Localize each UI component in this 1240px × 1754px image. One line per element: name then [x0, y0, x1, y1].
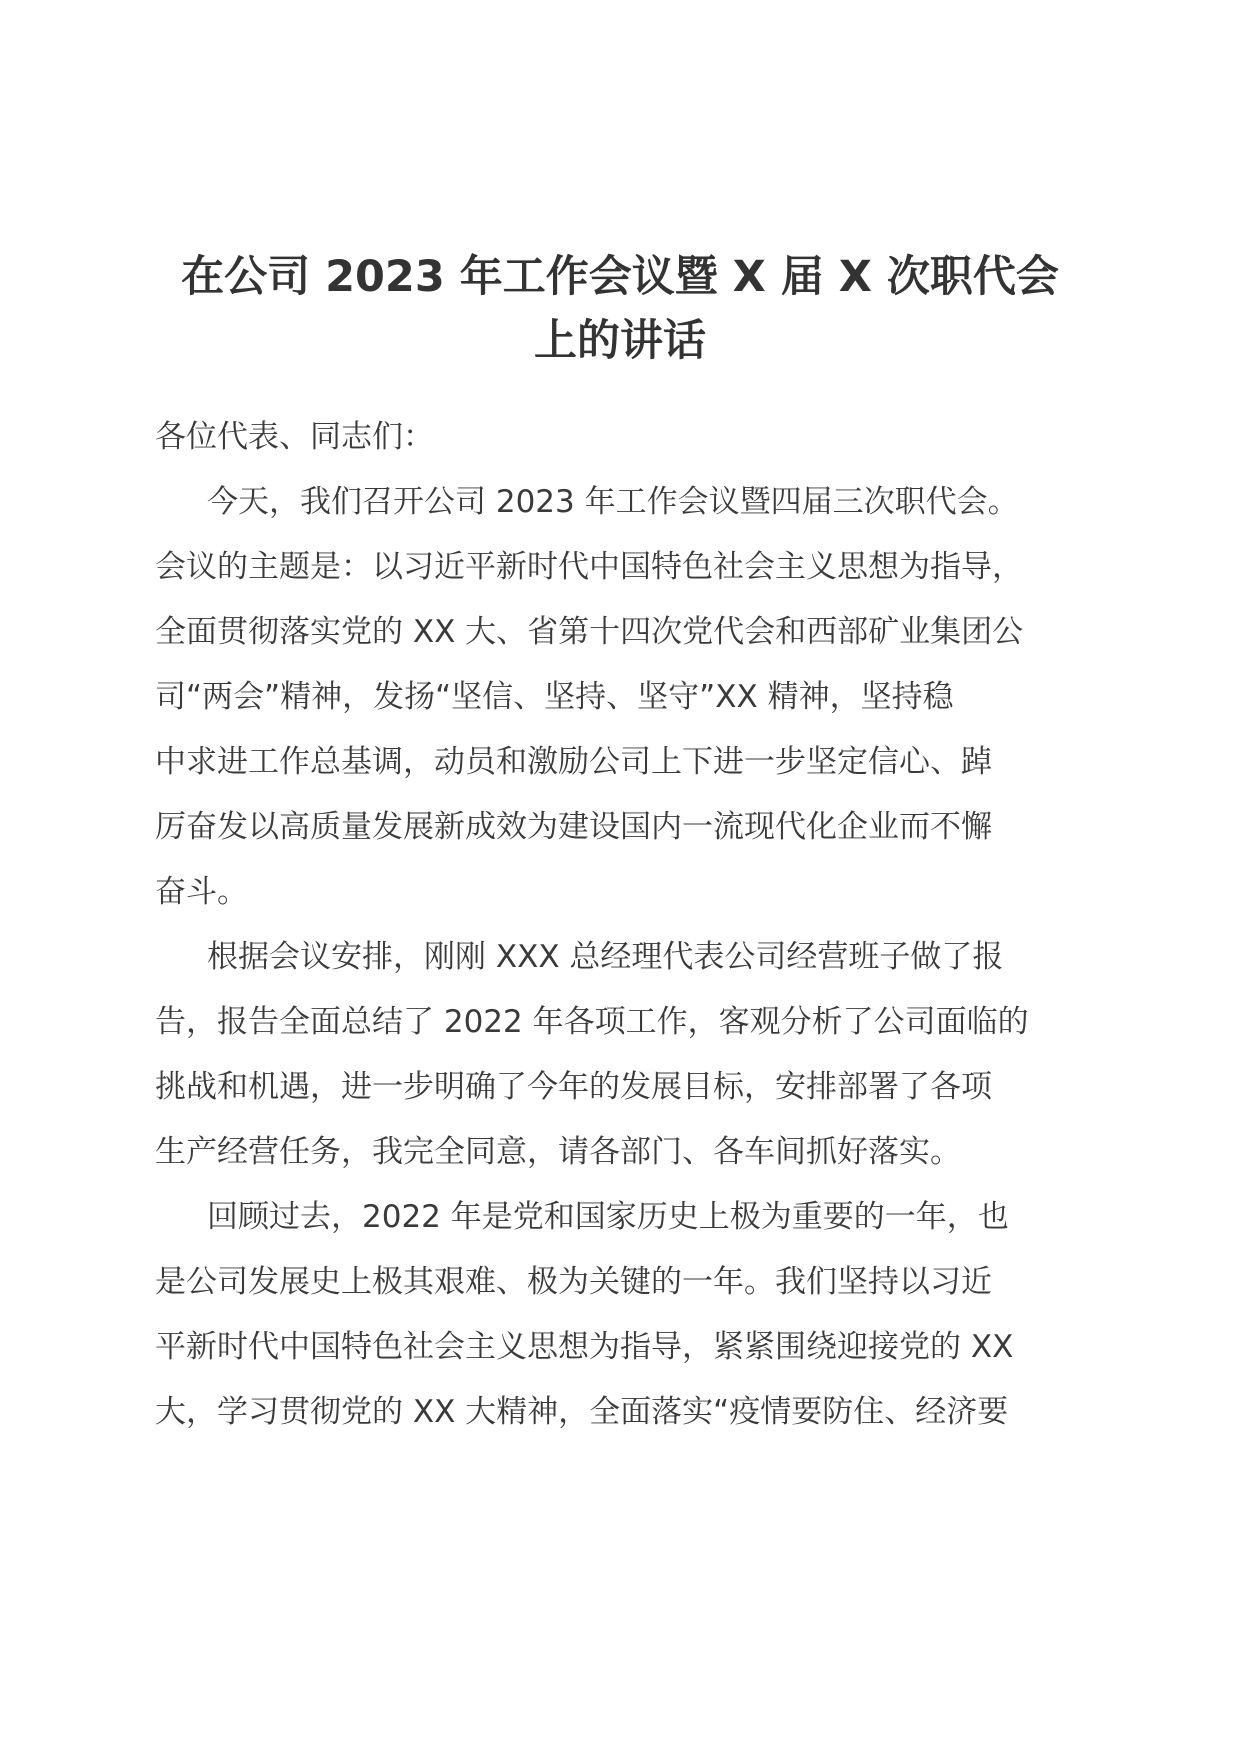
- paragraph-line: 告，报告全面总结了 2022 年各项工作，客观分析了公司面临的: [155, 1004, 1029, 1040]
- paragraph-line: 今天，我们召开公司 2023 年工作会议暨四届三次职代会。: [207, 484, 1019, 520]
- paragraph-3: [155, 1185, 1090, 1445]
- document-body: [155, 405, 1090, 1445]
- title-line-2: 上的讲话: [534, 316, 706, 366]
- paragraph-line: 会议的主题是：以习近平新时代中国特色社会主义思想为指导，: [155, 549, 1023, 585]
- paragraph-line: 平新时代中国特色社会主义思想为指导，紧紧围绕迎接党的 XX: [155, 1329, 1014, 1365]
- paragraph-line: 挑战和机遇，进一步明确了今年的发展目标，安排部署了各项: [155, 1069, 992, 1105]
- title-line-1: 在公司 2023 年工作会议暨 X 届 X 次职代会: [181, 252, 1059, 302]
- paragraph-2: [155, 925, 1090, 1185]
- paragraph-line: 回顾过去，2022 年是党和国家历史上极为重要的一年，也: [207, 1199, 1009, 1235]
- paragraph-line: 是公司发展史上极其艰难、极为关键的一年。我们坚持以习近: [155, 1264, 992, 1300]
- paragraph-line: 生产经营任务，我完全同意，请各部门、各车间抓好落实。: [155, 1134, 961, 1170]
- paragraph-line: 司“两会”精神，发扬“坚信、坚持、坚守”XX 精神，坚持稳: [155, 679, 954, 715]
- paragraph-line: 中求进工作总基调，动员和激励公司上下进一步坚定信心、踔: [155, 744, 992, 780]
- salutation: 各位代表、同志们：: [155, 419, 434, 455]
- paragraph-line: 大，学习贯彻党的 XX 大精神，全面落实“疫情要防住、经济要: [155, 1394, 1009, 1430]
- paragraph-line: 厉奋发以高质量发展新成效为建设国内一流现代化企业而不懈: [155, 809, 992, 845]
- paragraph-line: 全面贯彻落实党的 XX 大、省第十四次党代会和西部矿业集团公: [155, 614, 1024, 650]
- paragraph-1: [155, 470, 1090, 925]
- paragraph-line: 奋斗。: [155, 874, 248, 910]
- document-title: [150, 245, 1090, 373]
- paragraph-line: 根据会议安排，刚刚 XXX 总经理代表公司经营班子做了报: [207, 939, 1004, 975]
